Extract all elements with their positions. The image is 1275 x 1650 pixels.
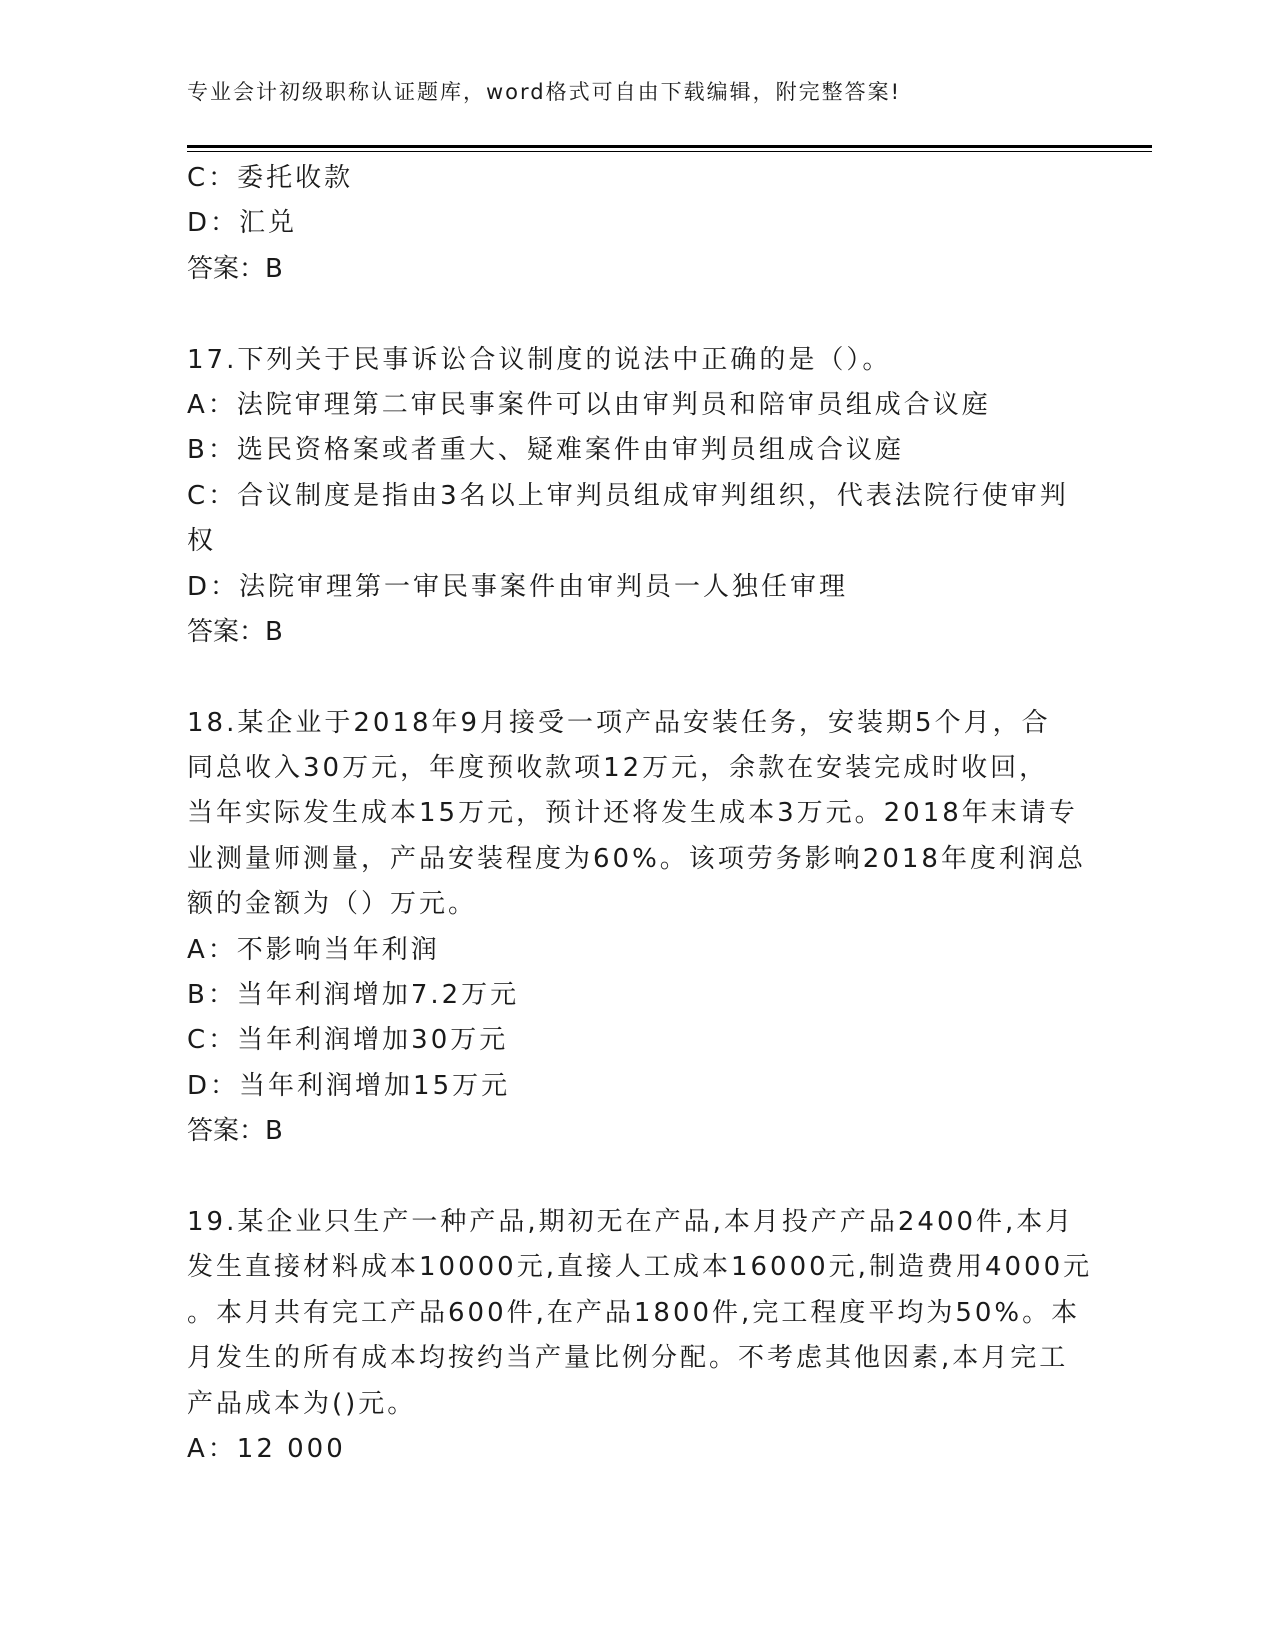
question-stem-line-4: 业测量师测量，产品安装程度为60%。该项劳务影响2018年度利润总 [187,843,1086,874]
answer-line: 答案：B [187,616,283,647]
question-stem-line-5: 额的金额为（）万元。 [187,889,478,920]
header-rule-thin [187,151,1152,152]
option-d: D：当年利润增加15万元 [187,1070,511,1101]
option-c: C：当年利润增加30万元 [187,1025,509,1056]
question-19 [187,1200,1093,1472]
question-stem-line-5: 产品成本为()元。 [187,1388,417,1419]
question-content [187,156,1093,1472]
answer-line: 答案：B [187,253,283,284]
option-b: B：选民资格案或者重大、疑难案件由审判员组成合议庭 [187,435,904,466]
question-stem-line-1: 18.某企业于2018年9月接受一项产品安装任务，安装期5个月，合 [187,707,1051,738]
question-18 [187,701,1087,1155]
question-stem: 17.下列关于民事诉讼合议制度的说法中正确的是（）。 [187,344,892,375]
option-c-continued: 权 [187,526,217,557]
option-b: B：当年利润增加7.2万元 [187,980,520,1011]
option-d: D：法院审理第一审民事案件由审判员一人独任审理 [187,571,849,602]
answer-line: 答案：B [187,1116,283,1147]
question-stem-line-3: 。本月共有完工产品600件,在产品1800件,完工程度平均为50%。本 [187,1297,1081,1328]
option-c: C：委托收款 [187,163,354,193]
spacer [187,1155,1087,1200]
option-a: A：12 000 [187,1433,346,1464]
spacer [187,655,1087,700]
header-rule-thick [187,145,1152,148]
option-d: D：汇兑 [187,208,298,239]
page-header: 专业会计初级职称认证题库，word格式可自由下载编辑，附完整答案! [187,80,902,104]
question-stem-line-2: 同总收入30万元，年度预收款项12万元，余款在安装完成时收回， [187,753,1049,784]
option-c: C：合议制度是指由3名以上审判员组成审判组织，代表法院行使审判 [187,480,1069,511]
question-stem-line-3: 当年实际发生成本15万元，预计还将发生成本3万元。2018年末请专 [187,798,1078,829]
question-stem-line-2: 发生直接材料成本10000元,直接人工成本16000元,制造费用4000元 [187,1252,1093,1283]
question-17 [187,338,1087,656]
option-a: A：不影响当年利润 [187,934,440,965]
spacer [187,292,1087,337]
question-stem-line-1: 19.某企业只生产一种产品,期初无在产品,本月投产产品2400件,本月 [187,1206,1075,1237]
question-stem-line-4: 月发生的所有成本均按约当产量比例分配。不考虑其他因素,本月完工 [187,1343,1069,1374]
option-a: A：法院审理第二审民事案件可以由审判员和陪审员组成合议庭 [187,389,991,420]
question-16-options [187,156,1087,247]
